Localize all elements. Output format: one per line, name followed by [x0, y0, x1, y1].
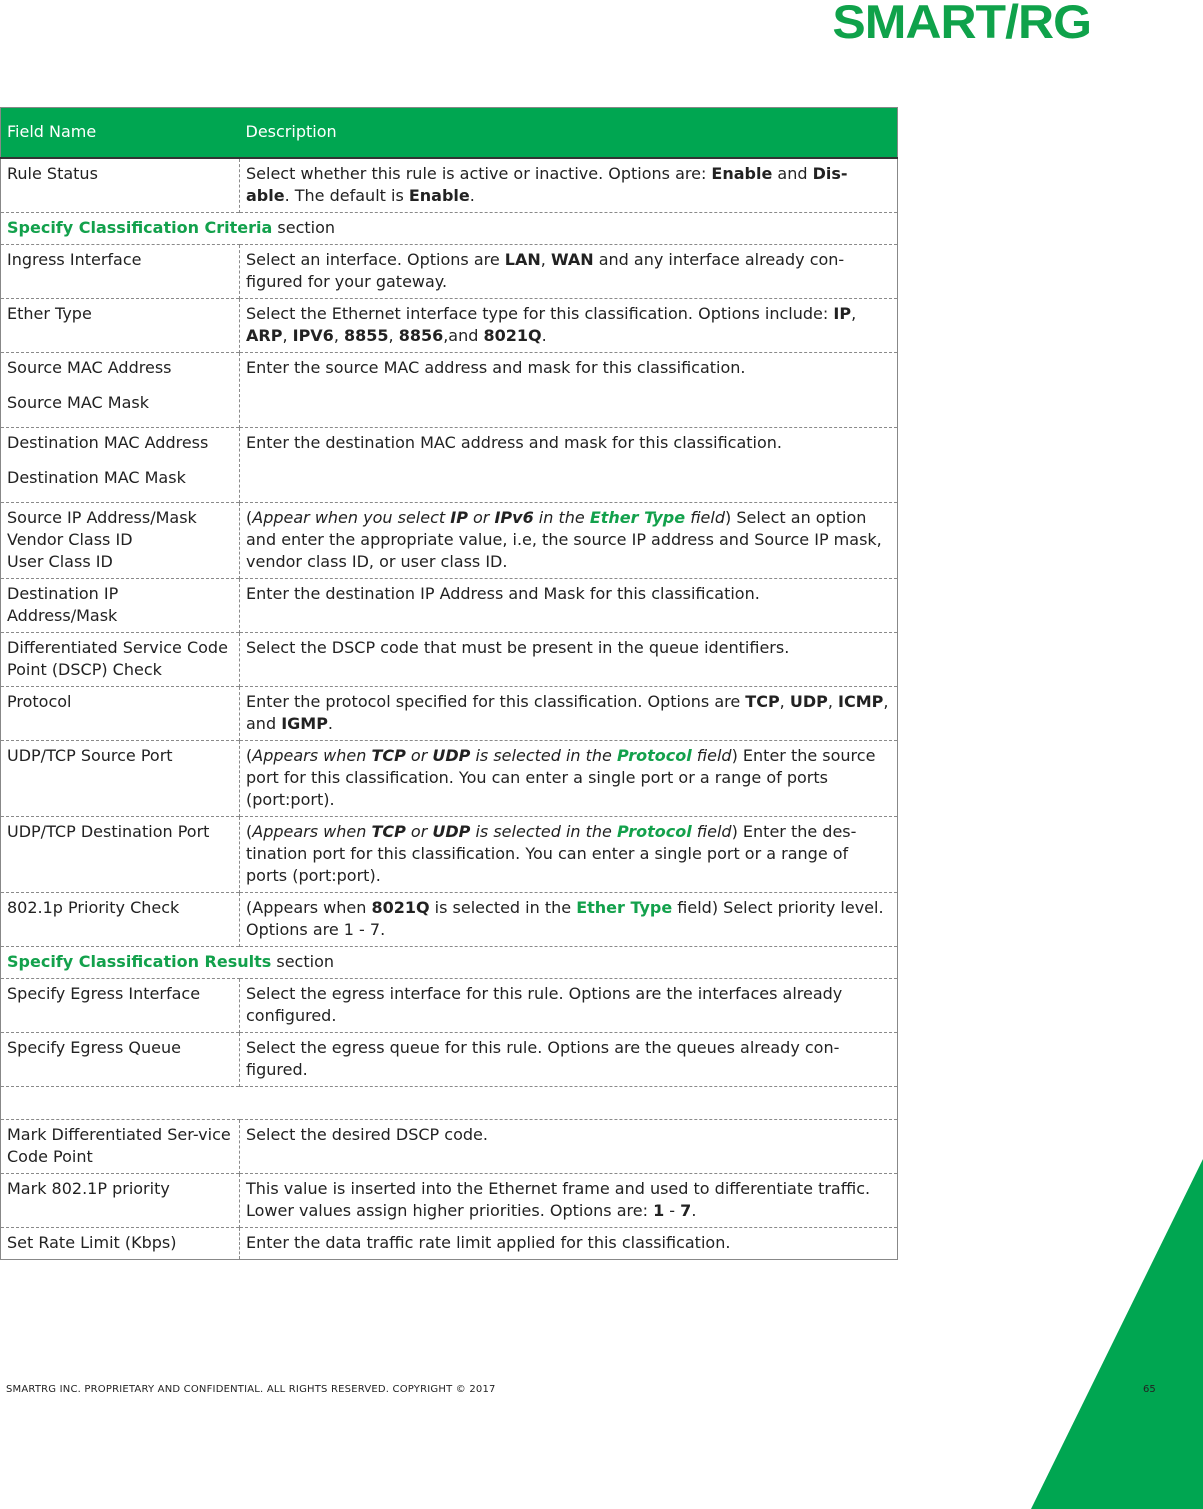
table-row — [1, 158, 898, 213]
field-name: Set Rate Limit (Kbps) — [1, 1228, 240, 1260]
field-description: Select the Ethernet interface type for this classification. Options include: IP, ARP, IPV6, 8855, 8856,and 8021Q. — [240, 299, 898, 353]
footer-copyright: SMARTRG INC. PROPRIETARY AND CONFIDENTIAL. ALL RIGHTS RESERVED. COPYRIGHT © 2017 — [6, 1384, 496, 1395]
table-row — [1, 503, 898, 579]
field-description: (Appear when you select IP or IPv6 in the Ether Type field) Select an option and enter the appropriate value, i.e, the source IP address and Source IP mask, vendor class ID, or user class ID. — [240, 503, 898, 579]
field-description: Select whether this rule is active or inactive. Options are: Enable and Dis-able. The default is Enable. — [240, 158, 898, 213]
field-description: Enter the source MAC address and mask for this classification. — [240, 353, 898, 428]
field-description: Enter the destination IP Address and Mask for this classification. — [240, 579, 898, 633]
field-name: Protocol — [1, 687, 240, 741]
table-row — [1, 687, 898, 741]
section-row — [1, 213, 898, 245]
field-description: Enter the protocol specified for this classification. Options are TCP, UDP, ICMP, and IGMP. — [240, 687, 898, 741]
company-logo: SMART/RG — [832, 0, 1091, 49]
field-description: Enter the destination MAC address and mask for this classification. — [240, 428, 898, 503]
table-row — [1, 1228, 898, 1260]
field-name: UDP/TCP Destination Port — [1, 817, 240, 893]
field-description: (Appears when TCP or UDP is selected in the Protocol field) Enter the source port for this classification. You can enter a single port or a range of ports (port:port). — [240, 741, 898, 817]
field-name: Ingress Interface — [1, 245, 240, 299]
field-name: Source MAC Address Source MAC Mask — [1, 353, 240, 428]
table-row — [1, 1033, 898, 1087]
field-name: Destination MAC Address Destination MAC Mask — [1, 428, 240, 503]
field-description: Select the desired DSCP code. — [240, 1120, 898, 1174]
table-row — [1, 579, 898, 633]
table-row — [1, 741, 898, 817]
table-row — [1, 428, 898, 503]
field-name: Mark 802.1P priority — [1, 1174, 240, 1228]
field-name: 802.1p Priority Check — [1, 893, 240, 947]
table-row — [1, 245, 898, 299]
table-row — [1, 1174, 898, 1228]
header-description: Description — [240, 108, 898, 159]
field-name: Destination IP Address/Mask — [1, 579, 240, 633]
field-description: Select the egress queue for this rule. Options are the queues already con-figured. — [240, 1033, 898, 1087]
table-row — [1, 1120, 898, 1174]
table-row — [1, 817, 898, 893]
field-name: Rule Status — [7, 164, 98, 183]
field-description-table — [0, 107, 898, 1260]
table-row — [1, 299, 898, 353]
field-description: (Appears when TCP or UDP is selected in the Protocol field) Enter the des-tination port for this classification. You can enter a single port or a range of ports (port:port). — [240, 817, 898, 893]
field-description: Select an interface. Options are LAN, WAN and any interface already con-figured for your gateway. — [240, 245, 898, 299]
field-name: Mark Differentiated Ser-vice Code Point — [1, 1120, 240, 1174]
corner-decoration — [1031, 1159, 1203, 1509]
section-heading: Specify Classification Criteria section — [1, 213, 898, 245]
table-row — [1, 893, 898, 947]
header-field-name: Field Name — [1, 108, 240, 159]
field-description: This value is inserted into the Ethernet frame and used to differentiate traffic. Lower values assign higher priorities. Options are: 1 - 7. — [240, 1174, 898, 1228]
field-name: Specify Egress Interface — [1, 979, 240, 1033]
table-header-row — [1, 108, 898, 159]
section-row — [1, 947, 898, 979]
field-description: Select the egress interface for this rule. Options are the interfaces already configured. — [240, 979, 898, 1033]
table-row — [1, 353, 898, 428]
field-name: Specify Egress Queue — [1, 1033, 240, 1087]
table-row — [1, 979, 898, 1033]
table-row — [1, 633, 898, 687]
empty-row — [1, 1087, 898, 1120]
field-description: (Appears when 8021Q is selected in the Ether Type field) Select priority level. Options are 1 - 7. — [240, 893, 898, 947]
field-name: Source IP Address/Mask Vendor Class ID User Class ID — [1, 503, 240, 579]
page-number: 65 — [1143, 1384, 1156, 1395]
section-heading: Specify Classification Results section — [1, 947, 898, 979]
field-description: Select the DSCP code that must be present in the queue identifiers. — [240, 633, 898, 687]
empty-cell — [1, 1087, 898, 1120]
field-name: Ether Type — [1, 299, 240, 353]
field-description: Enter the data traffic rate limit applied for this classification. — [240, 1228, 898, 1260]
field-name: Differentiated Service Code Point (DSCP) Check — [1, 633, 240, 687]
field-name: UDP/TCP Source Port — [1, 741, 240, 817]
